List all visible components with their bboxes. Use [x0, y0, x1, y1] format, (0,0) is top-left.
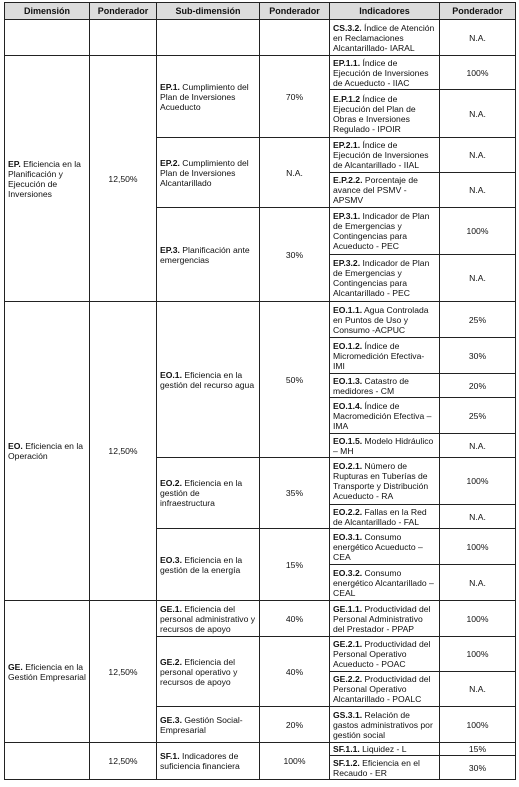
indicator-weight-cell: 25%	[440, 302, 516, 338]
subdimension-cell	[157, 20, 260, 56]
header-dimension: Dimensión	[5, 3, 90, 20]
indicator-weight-cell: 20%	[440, 374, 516, 398]
dimension-weight-cell: 12,50%	[90, 302, 157, 601]
indicators-table	[4, 2, 516, 780]
indicator-cell: EP.1.1. Índice de Ejecución de Inversiones de Acueducto - IIAC	[330, 56, 440, 90]
subdimension-cell: SF.1. Indicadores de suficiencia financiera	[157, 743, 260, 780]
subdimension-weight-cell: 50%	[260, 302, 330, 458]
dimension-cell: EO. Eficiencia en la Operación	[5, 302, 90, 601]
table-row	[5, 743, 516, 756]
subdimension-cell: EO.1. Eficiencia en la gestión del recurso agua	[157, 302, 260, 458]
indicator-weight-cell: 100%	[440, 208, 516, 255]
dimension-weight-cell: 12,50%	[90, 743, 157, 780]
dimension-weight-cell	[90, 20, 157, 56]
subdimension-cell: GE.1. Eficiencia del personal administrativo y recursos de apoyo	[157, 601, 260, 637]
indicator-weight-cell: N.A.	[440, 672, 516, 707]
subdimension-cell: GE.2. Eficiencia del personal operativo y recursos de apoyo	[157, 637, 260, 707]
indicator-cell: EO.2.1. Número de Rupturas en Tuberías de Transporte y Distribución Acueducto - RA	[330, 458, 440, 505]
indicator-cell: EP.2.1. Índice de Ejecución de Inversiones de Alcantarillado - IIAL	[330, 138, 440, 173]
dimension-cell: EP. Eficiencia en la Planificación y Ejecución de Inversiones	[5, 56, 90, 302]
indicator-cell: EO.1.1. Agua Controlada en Puntos de Uso y Consumo -ACPUC	[330, 302, 440, 338]
subdimension-cell: EP.2. Cumplimiento del Plan de Inversiones Alcantarillado	[157, 138, 260, 208]
indicator-cell: EO.1.3. Catastro de medidores - CM	[330, 374, 440, 398]
dimension-weight-cell: 12,50%	[90, 601, 157, 743]
indicator-cell: GE.2.2. Productividad del Personal Operativo Alcantarillado - POALC	[330, 672, 440, 707]
indicator-cell: EP.3.1. Indicador de Plan de Emergencias y Contingencias para Acueducto - PEC	[330, 208, 440, 255]
indicator-weight-cell: 100%	[440, 707, 516, 743]
dimension-cell	[5, 20, 90, 56]
indicator-cell: GE.1.1. Productividad del Personal Administrativo del Prestador - PPAP	[330, 601, 440, 637]
indicator-cell: EP.3.2. Indicador de Plan de Emergencias y Contingencias para Alcantarillado - PEC	[330, 255, 440, 302]
indicator-weight-cell: N.A.	[440, 565, 516, 601]
indicator-cell: EO.1.2. Índice de Micromedición Efectiva-IMI	[330, 338, 440, 374]
indicator-cell: CS.3.2. Índice de Atención en Reclamaciones Alcantarillado- IARAL	[330, 20, 440, 56]
indicator-cell: SF.1.2. Eficiencia en el Recaudo - ER	[330, 756, 440, 780]
indicator-weight-cell: 25%	[440, 398, 516, 434]
indicator-weight-cell: N.A.	[440, 434, 516, 458]
dimension-cell	[5, 743, 90, 780]
indicator-weight-cell: N.A.	[440, 90, 516, 138]
indicator-cell: SF.1.1. Liquidez - L	[330, 743, 440, 756]
header-weight-subdimension: Ponderador	[260, 3, 330, 20]
indicator-weight-cell: 15%	[440, 743, 516, 756]
subdimension-cell: EP.1. Cumplimiento del Plan de Inversiones Acueducto	[157, 56, 260, 138]
subdimension-weight-cell: 35%	[260, 458, 330, 529]
indicator-cell: E.P.2.2. Porcentaje de avance del PSMV - APSMV	[330, 173, 440, 208]
indicator-cell: EO.1.5. Modelo Hidráulico – MH	[330, 434, 440, 458]
subdimension-weight-cell: 20%	[260, 707, 330, 743]
indicator-cell: E.P.1.2 Índice de Ejecución del Plan de Obras e Inversiones Regulado - IPOIR	[330, 90, 440, 138]
subdimension-weight-cell: 30%	[260, 208, 330, 302]
indicator-cell: GE.2.1. Productividad del Personal Operativo Acueducto - POAC	[330, 637, 440, 672]
header-row	[5, 3, 516, 20]
subdimension-weight-cell: 40%	[260, 601, 330, 637]
indicator-weight-cell: 30%	[440, 756, 516, 780]
subdimension-cell: EP.3. Planificación ante emergencias	[157, 208, 260, 302]
header-subdimension: Sub-dimensión	[157, 3, 260, 20]
table-row	[5, 20, 516, 56]
header-weight-dimension: Ponderador	[90, 3, 157, 20]
indicator-weight-cell: 100%	[440, 56, 516, 90]
subdimension-weight-cell	[260, 20, 330, 56]
subdimension-weight-cell: 15%	[260, 529, 330, 601]
indicator-weight-cell: 100%	[440, 601, 516, 637]
subdimension-weight-cell: N.A.	[260, 138, 330, 208]
subdimension-cell: GE.3. Gestión Social-Empresarial	[157, 707, 260, 743]
dimension-cell: GE. Eficiencia en la Gestión Empresarial	[5, 601, 90, 743]
indicator-weight-cell: N.A.	[440, 505, 516, 529]
indicator-weight-cell: 30%	[440, 338, 516, 374]
subdimension-cell: EO.2. Eficiencia en la gestión de infraestructura	[157, 458, 260, 529]
header-weight-indicator: Ponderador	[440, 3, 516, 20]
table-row	[5, 601, 516, 637]
subdimension-weight-cell: 70%	[260, 56, 330, 138]
indicator-cell: EO.2.2. Fallas en la Red de Alcantarillado - FAL	[330, 505, 440, 529]
indicator-cell: EO.3.1. Consumo energético Acueducto – CEA	[330, 529, 440, 565]
indicator-weight-cell: 100%	[440, 637, 516, 672]
indicator-weight-cell: N.A.	[440, 173, 516, 208]
indicator-weight-cell: N.A.	[440, 20, 516, 56]
subdimension-cell: EO.3. Eficiencia en la gestión de la energía	[157, 529, 260, 601]
indicator-weight-cell: N.A.	[440, 255, 516, 302]
indicator-weight-cell: N.A.	[440, 138, 516, 173]
header-indicators: Indicadores	[330, 3, 440, 20]
indicator-cell: GS.3.1. Relación de gastos administrativos por gestión social	[330, 707, 440, 743]
dimension-weight-cell: 12,50%	[90, 56, 157, 302]
indicator-cell: EO.1.4. Índice de Macromedición Efectiva – IMA	[330, 398, 440, 434]
subdimension-weight-cell: 40%	[260, 637, 330, 707]
table-row	[5, 56, 516, 90]
subdimension-weight-cell: 100%	[260, 743, 330, 780]
indicator-weight-cell: 100%	[440, 529, 516, 565]
table-row	[5, 302, 516, 338]
indicator-cell: EO.3.2. Consumo energético Alcantarillado – CEAL	[330, 565, 440, 601]
indicator-weight-cell: 100%	[440, 458, 516, 505]
